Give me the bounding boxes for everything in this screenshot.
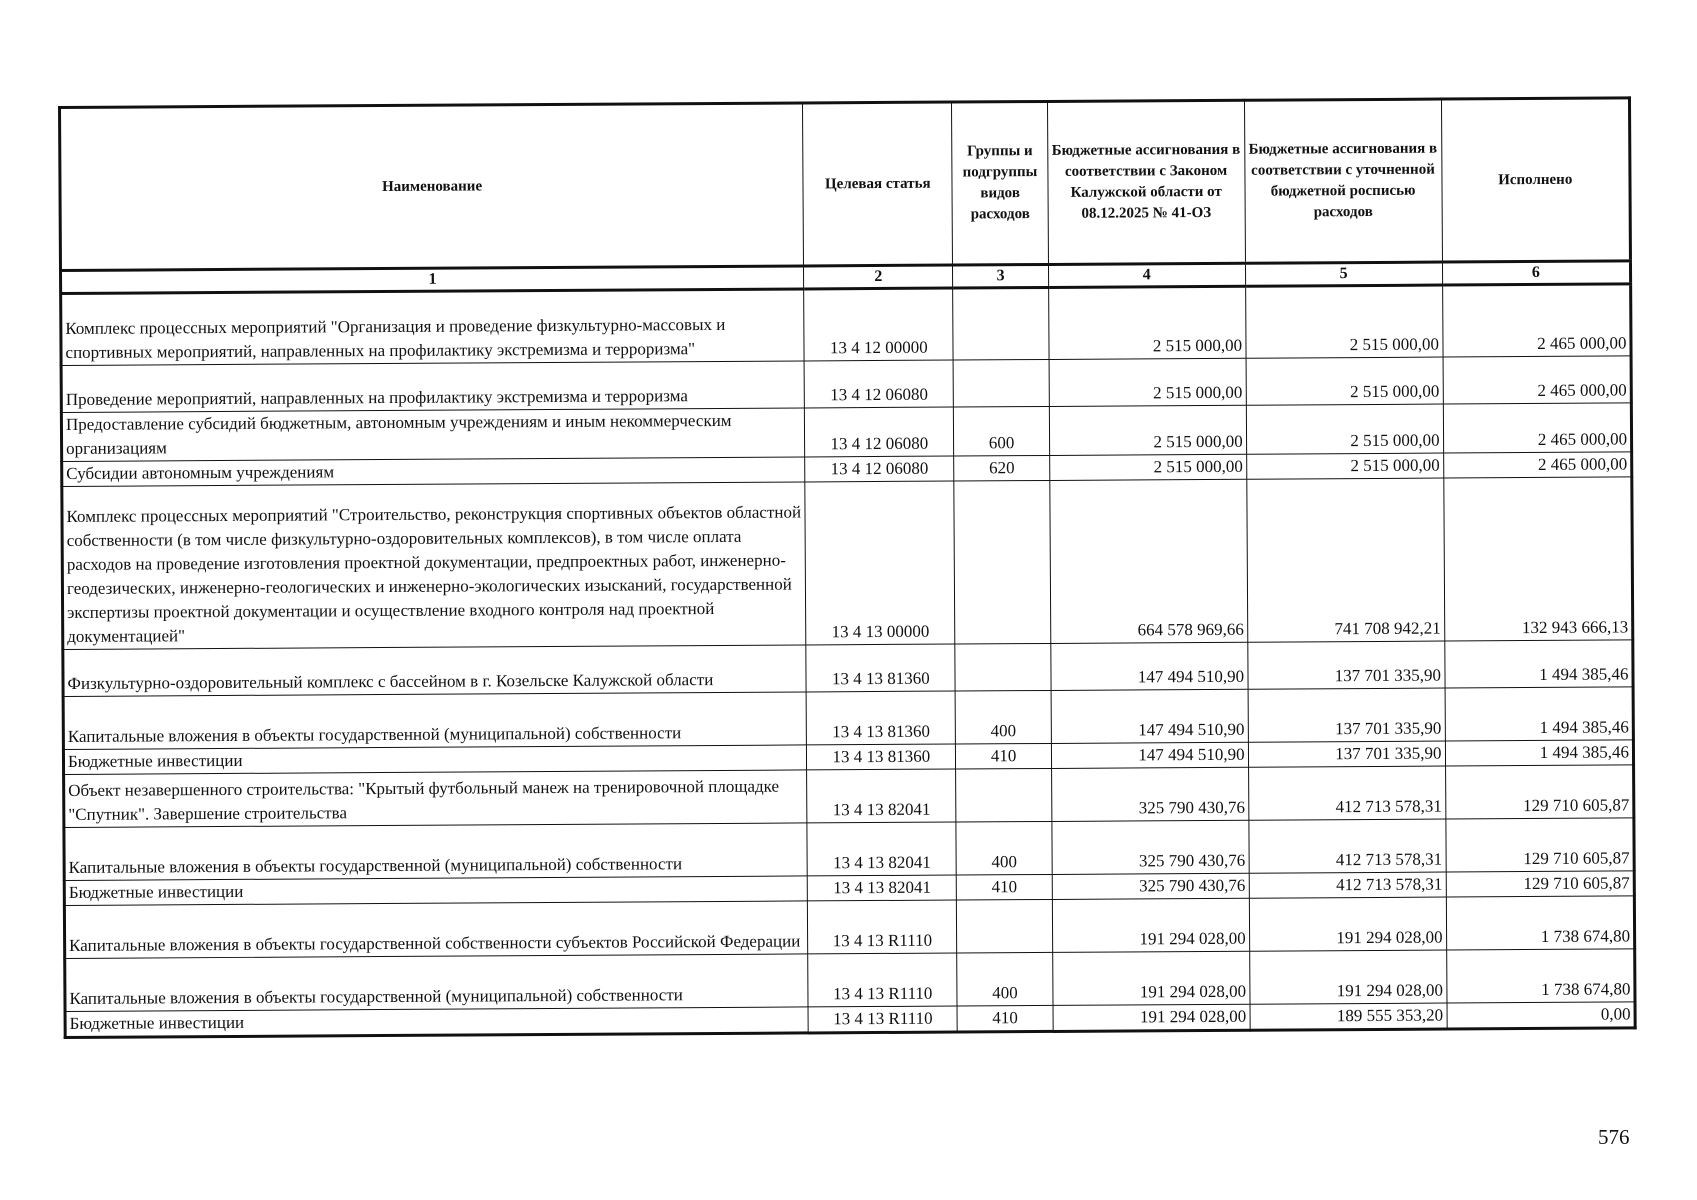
row-name-cell: Капитальные вложения в объекты государственной (муниципальной) собственности: [64, 823, 807, 881]
row-refined-allocation-cell: 2 515 000,00: [1246, 453, 1443, 479]
row-refined-allocation-cell: 191 294 028,00: [1249, 950, 1446, 1004]
row-law-allocation-cell: 147 494 510,90: [1051, 642, 1248, 690]
row-law-allocation-cell: 2 515 000,00: [1049, 454, 1246, 480]
row-executed-cell: 1 494 385,46: [1445, 740, 1634, 766]
row-law-allocation-cell: 2 515 000,00: [1049, 405, 1246, 455]
table-row: [61, 403, 1631, 462]
row-refined-allocation-cell: 2 515 000,00: [1245, 285, 1442, 358]
row-executed-cell: 1 738 674,80: [1446, 896, 1635, 950]
row-law-allocation-cell: 325 790 430,76: [1052, 820, 1249, 874]
column-number: 4: [1048, 263, 1245, 287]
page-number: 576: [1598, 1125, 1630, 1149]
row-name-cell: Физкультурно-оздоровительный комплекс с бассейном в г. Козельске Калужской области: [63, 645, 806, 697]
row-name-cell: Объект незавершенного строительства: "Крытый футбольный манеж на тренировочной площадке "Спутник". Завершение строительства: [64, 770, 807, 828]
row-refined-allocation-cell: 412 713 578,31: [1248, 819, 1445, 873]
row-target-article-cell: 13 4 12 06080: [804, 360, 954, 408]
row-expense-group-cell: [954, 480, 1050, 644]
row-name-cell: Проведение мероприятий, направленных на профилактику экстремизма и терроризма: [61, 361, 804, 413]
row-executed-cell: 1 494 385,46: [1444, 640, 1633, 688]
row-refined-allocation-cell: 412 713 578,31: [1249, 872, 1446, 898]
row-expense-group-cell: 400: [957, 952, 1053, 1006]
row-refined-allocation-cell: 137 701 335,90: [1247, 641, 1444, 689]
row-target-article-cell: 13 4 13 R1110: [808, 900, 958, 954]
row-refined-allocation-cell: 189 555 353,20: [1250, 1003, 1447, 1030]
row-expense-group-cell: [956, 768, 1052, 822]
table-row: [65, 949, 1635, 1012]
row-name-cell: Бюджетные инвестиции: [63, 745, 806, 775]
row-refined-allocation-cell: 191 294 028,00: [1249, 897, 1446, 951]
row-law-allocation-cell: 325 790 430,76: [1051, 767, 1248, 821]
table-row: [63, 687, 1633, 750]
table-header-row: [60, 98, 1631, 271]
row-expense-group-cell: 410: [957, 1005, 1052, 1032]
row-executed-cell: 1 738 674,80: [1446, 949, 1635, 1003]
row-expense-group-cell: [955, 643, 1051, 691]
row-target-article-cell: 13 4 13 82041: [807, 769, 957, 823]
header-refined-allocations: Бюджетные ассигнования в соответствии с уточненной бюджетной росписью расходов: [1244, 99, 1442, 263]
row-target-article-cell: 13 4 13 82041: [807, 875, 956, 901]
row-expense-group-cell: 410: [956, 743, 1051, 769]
row-executed-cell: 2 465 000,00: [1442, 284, 1631, 357]
row-law-allocation-cell: 147 494 510,90: [1051, 742, 1248, 768]
column-number: 6: [1442, 261, 1631, 285]
row-expense-group-cell: 620: [954, 455, 1049, 481]
row-name-cell: Комплекс процессных мероприятий "Организация и проведение физкультурно-массовых и спортивных мероприятий, направленных на профилактику экстремизма и терроризма": [61, 289, 805, 366]
row-executed-cell: 0,00: [1447, 1002, 1636, 1029]
row-target-article-cell: 13 4 13 R1110: [808, 1006, 957, 1033]
row-expense-group-cell: 400: [956, 690, 1052, 744]
row-expense-group-cell: 400: [956, 821, 1052, 875]
row-law-allocation-cell: 191 294 028,00: [1052, 951, 1249, 1005]
header-expense-groups: Группы и подгруппы видов расходов: [952, 101, 1048, 265]
row-target-article-cell: 13 4 13 R1110: [808, 953, 958, 1007]
row-name-cell: Бюджетные инвестиции: [64, 876, 807, 906]
row-target-article-cell: 13 4 12 00000: [804, 288, 954, 361]
row-refined-allocation-cell: 741 708 942,21: [1246, 478, 1444, 642]
row-executed-cell: 2 465 000,00: [1443, 356, 1632, 404]
row-name-cell: Бюджетные инвестиции: [65, 1007, 808, 1038]
row-expense-group-cell: [957, 899, 1053, 953]
row-target-article-cell: 13 4 13 81360: [806, 691, 956, 745]
row-name-cell: Капитальные вложения в объекты государственной (муниципальной) собственности: [65, 954, 808, 1012]
header-law-allocations: Бюджетные ассигнования в соответствии с Законом Калужской области от 08.12.2025 № 41-ОЗ: [1047, 100, 1245, 264]
row-name-cell: Капитальные вложения в объекты государственной (муниципальной) собственности: [63, 692, 806, 750]
row-law-allocation-cell: 191 294 028,00: [1052, 898, 1249, 952]
row-expense-group-cell: [954, 359, 1050, 407]
row-expense-group-cell: 410: [957, 874, 1052, 900]
column-number: 1: [61, 266, 804, 294]
row-executed-cell: 129 710 605,87: [1446, 871, 1635, 897]
header-executed: Исполнено: [1441, 98, 1630, 262]
document-sheet: [58, 96, 1637, 1039]
row-target-article-cell: 13 4 12 06080: [805, 456, 954, 482]
row-refined-allocation-cell: 2 515 000,00: [1246, 404, 1443, 454]
row-name-cell: Комплекс процессных мероприятий "Строительство, реконструкция спортивных объектов областной собственности (в том числе физкультурно-оздоровительных комплексов), в том числе оплата расходов на проведение изготовления проектной документации, предпроектных работ, инженерно-геодезических, инженерно-геологических и инженерно-экологических изысканий, государственной экспертизы проектной документации и осуществление входного контроля над проектной документацией": [62, 482, 806, 650]
column-number: 5: [1245, 262, 1442, 286]
row-target-article-cell: 13 4 13 81360: [806, 644, 956, 692]
budget-execution-table: [58, 96, 1637, 1039]
row-expense-group-cell: 600: [954, 406, 1050, 456]
row-target-article-cell: 13 4 13 81360: [807, 744, 956, 770]
row-law-allocation-cell: 325 790 430,76: [1052, 873, 1249, 899]
row-executed-cell: 129 710 605,87: [1445, 818, 1634, 872]
row-law-allocation-cell: 664 578 969,66: [1050, 479, 1248, 643]
table-row: [64, 818, 1634, 881]
table-row: [62, 477, 1633, 650]
row-executed-cell: 1 494 385,46: [1445, 687, 1634, 741]
row-target-article-cell: 13 4 13 00000: [805, 481, 955, 645]
row-executed-cell: 129 710 605,87: [1445, 765, 1634, 819]
row-law-allocation-cell: 2 515 000,00: [1048, 286, 1245, 359]
row-law-allocation-cell: 147 494 510,90: [1051, 689, 1248, 743]
row-target-article-cell: 13 4 12 06080: [805, 407, 955, 457]
row-law-allocation-cell: 191 294 028,00: [1053, 1004, 1250, 1031]
row-refined-allocation-cell: 412 713 578,31: [1248, 766, 1445, 820]
row-refined-allocation-cell: 137 701 335,90: [1248, 688, 1445, 742]
row-name-cell: Субсидии автономным учреждениям: [62, 457, 805, 487]
table-row: [61, 284, 1631, 366]
row-executed-cell: 2 465 000,00: [1443, 452, 1632, 478]
row-executed-cell: 2 465 000,00: [1443, 403, 1632, 453]
header-name: Наименование: [60, 103, 804, 271]
row-refined-allocation-cell: 137 701 335,90: [1248, 741, 1445, 767]
table-row: [64, 765, 1634, 828]
header-target-article: Целевая статья: [803, 102, 953, 266]
column-number: 3: [953, 264, 1048, 288]
column-number: 2: [804, 265, 953, 289]
row-name-cell: Предоставление субсидий бюджетным, автономным учреждениям и иным некоммерческим организациям: [61, 408, 804, 462]
table-row: [64, 896, 1634, 959]
row-target-article-cell: 13 4 13 82041: [807, 822, 957, 876]
row-law-allocation-cell: 2 515 000,00: [1049, 358, 1246, 406]
row-name-cell: Капитальные вложения в объекты государственной собственности субъектов Российской Федерации: [64, 901, 807, 959]
row-expense-group-cell: [953, 287, 1049, 360]
row-refined-allocation-cell: 2 515 000,00: [1246, 357, 1443, 405]
row-executed-cell: 132 943 666,13: [1443, 477, 1632, 641]
